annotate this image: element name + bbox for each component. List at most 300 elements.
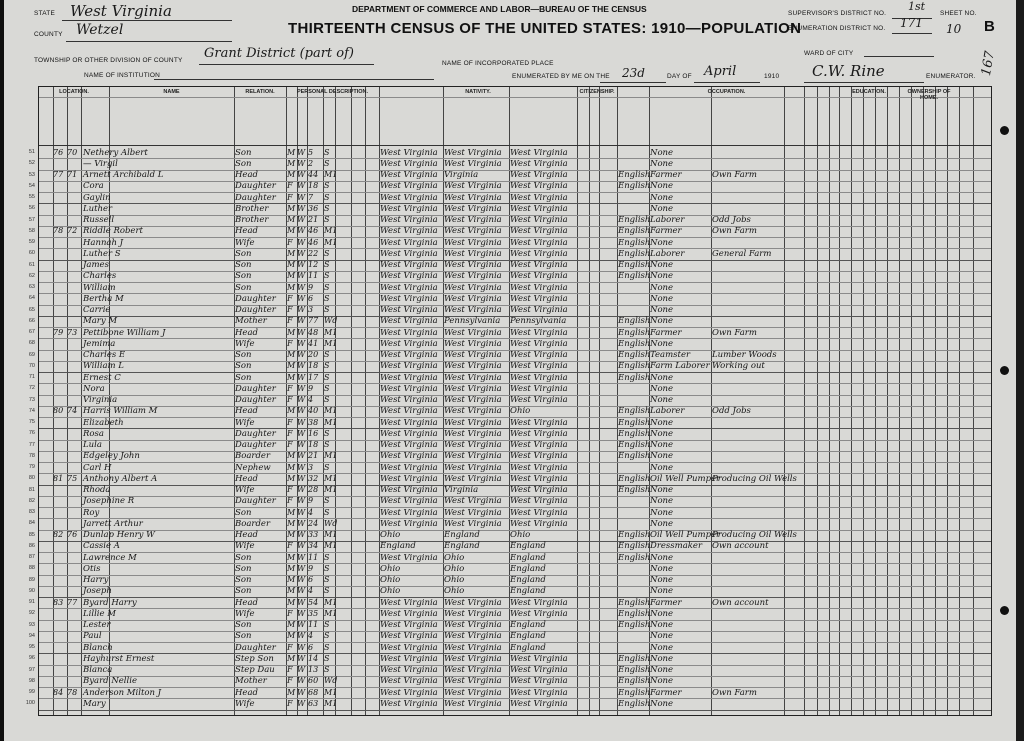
cell-rel: Step Dau bbox=[235, 665, 275, 675]
cell-rel: Son bbox=[235, 631, 252, 642]
cell-age: 18 bbox=[308, 181, 319, 191]
cell-birth: West Virginia bbox=[380, 631, 438, 642]
line-number: 97 bbox=[28, 666, 35, 673]
cell-race: W bbox=[297, 338, 306, 348]
cell-mar: S bbox=[324, 372, 330, 382]
cell-father: West Virginia bbox=[444, 653, 502, 664]
cell-race: W bbox=[297, 473, 306, 483]
cell-age: 68 bbox=[308, 687, 319, 697]
cell-father: Ohio bbox=[444, 552, 465, 563]
cell-birth: West Virginia bbox=[380, 215, 438, 225]
line-number: 53 bbox=[28, 171, 35, 178]
cell-father: West Virginia bbox=[444, 158, 502, 169]
line-number: 100 bbox=[25, 700, 35, 707]
census-grid bbox=[25, 86, 992, 716]
cell-mar: M1 bbox=[324, 530, 338, 539]
cell-birth: West Virginia bbox=[380, 395, 438, 405]
cell-sex: M bbox=[287, 586, 296, 596]
cell-rel: Daughter bbox=[235, 181, 276, 192]
cell-rel: Son bbox=[235, 282, 252, 293]
cell-rel: Wife bbox=[235, 698, 255, 709]
cell-rel: Wife bbox=[235, 608, 255, 619]
cell-sex: M bbox=[287, 597, 296, 607]
cell-age: 33 bbox=[308, 530, 319, 539]
cell-name: Gaylin bbox=[83, 192, 111, 203]
cell-age: 54 bbox=[308, 597, 319, 607]
cell-sex: M bbox=[287, 552, 296, 562]
cell-mother: West Virginia bbox=[510, 676, 568, 687]
cell-name: Virginia bbox=[83, 395, 118, 405]
cell-race: W bbox=[297, 372, 306, 382]
cell-name: Blanch bbox=[83, 642, 113, 653]
cell-fam: 76 bbox=[67, 530, 78, 539]
cell-mother: England bbox=[510, 620, 546, 630]
township-value: Grant District (part of) bbox=[204, 46, 354, 61]
cell-mar: S bbox=[324, 631, 330, 641]
cell-mar: S bbox=[324, 248, 330, 258]
cell-race: W bbox=[297, 271, 306, 281]
line-number: 66 bbox=[28, 317, 35, 324]
cell-mar: S bbox=[324, 440, 330, 449]
ward-label: WARD OF CITY bbox=[804, 50, 854, 57]
col-occupation-header: OCCUPATION. bbox=[707, 89, 746, 95]
cell-lang: English bbox=[618, 338, 651, 349]
cell-race: W bbox=[297, 608, 306, 618]
line-number: 86 bbox=[28, 542, 35, 549]
cell-trade: None bbox=[650, 518, 674, 529]
cell-race: W bbox=[297, 507, 306, 517]
cell-race: W bbox=[297, 158, 306, 168]
cell-name: Ernest C bbox=[83, 372, 121, 383]
cell-age: 60 bbox=[308, 676, 319, 686]
line-number: 80 bbox=[28, 475, 35, 482]
cell-rel: Son bbox=[235, 147, 252, 158]
cell-father: West Virginia bbox=[444, 215, 502, 225]
cell-race: W bbox=[297, 395, 306, 404]
cell-mar: S bbox=[324, 665, 330, 674]
cell-rel: Son bbox=[235, 563, 252, 574]
line-number: 78 bbox=[28, 452, 35, 459]
cell-age: 77 bbox=[308, 316, 319, 326]
line-number: 68 bbox=[28, 340, 35, 347]
cell-fam: 78 bbox=[67, 687, 78, 697]
cell-ind: Own Farm bbox=[712, 170, 757, 180]
cell-age: 4 bbox=[308, 586, 314, 596]
line-number: 81 bbox=[28, 486, 35, 493]
cell-mother: England bbox=[510, 575, 546, 585]
cell-rel: Daughter bbox=[235, 293, 276, 304]
cell-trade: None bbox=[650, 507, 674, 518]
enumeration-label: ENUMERATION DISTRICT NO. bbox=[788, 25, 886, 32]
line-number: 84 bbox=[28, 520, 35, 527]
line-number: 57 bbox=[28, 216, 35, 223]
cell-father: England bbox=[444, 530, 480, 540]
cell-race: W bbox=[297, 406, 306, 416]
cell-race: W bbox=[297, 552, 306, 562]
cell-race: W bbox=[297, 687, 306, 697]
line-number: 91 bbox=[28, 599, 35, 605]
cell-father: West Virginia bbox=[444, 383, 502, 394]
cell-sex: F bbox=[287, 338, 293, 348]
cell-mother: West Virginia bbox=[510, 485, 568, 495]
cell-race: W bbox=[297, 462, 306, 472]
cell-father: West Virginia bbox=[444, 293, 502, 304]
line-number: 71 bbox=[28, 374, 35, 380]
cell-name: Joseph bbox=[83, 586, 112, 597]
cell-trade: None bbox=[650, 338, 674, 349]
cell-sex: M bbox=[287, 575, 296, 584]
cell-father: West Virginia bbox=[444, 518, 502, 529]
cell-name: Byard Harry bbox=[83, 597, 137, 608]
cell-name: Arnett Archibald L bbox=[83, 170, 164, 180]
cell-birth: West Virginia bbox=[380, 608, 438, 619]
cell-mar: Wd bbox=[324, 676, 338, 686]
cell-sex: M bbox=[287, 507, 296, 517]
cell-lang: English bbox=[618, 530, 651, 540]
cell-race: W bbox=[297, 586, 306, 596]
cell-fam: 71 bbox=[67, 170, 78, 179]
cell-father: West Virginia bbox=[444, 473, 502, 484]
cell-race: W bbox=[297, 181, 306, 191]
cell-name: Lula bbox=[83, 440, 102, 450]
cell-rel: Son bbox=[235, 575, 252, 585]
line-number: 83 bbox=[28, 509, 35, 515]
cell-mar: M1 bbox=[324, 473, 338, 483]
cell-lang: English bbox=[618, 653, 651, 664]
cell-lang: English bbox=[618, 237, 651, 248]
cell-mar: Wd bbox=[324, 518, 338, 528]
scan-edge bbox=[1016, 0, 1024, 741]
cell-trade: None bbox=[650, 653, 674, 664]
cell-mar: S bbox=[324, 586, 330, 596]
cell-mother: England bbox=[510, 563, 546, 574]
cell-mar: S bbox=[324, 271, 330, 281]
cell-mother: West Virginia bbox=[510, 215, 568, 225]
cell-father: West Virginia bbox=[444, 282, 502, 293]
cell-ind: Own account bbox=[712, 541, 769, 552]
cell-birth: West Virginia bbox=[380, 620, 438, 630]
cell-mother: West Virginia bbox=[510, 417, 568, 428]
cell-age: 17 bbox=[308, 372, 319, 382]
cell-mother: West Virginia bbox=[510, 350, 568, 360]
cell-trade: Farmer bbox=[650, 597, 682, 608]
cell-lang: English bbox=[618, 350, 651, 360]
cell-ind: Odd Jobs bbox=[712, 215, 751, 225]
binder-hole bbox=[1000, 606, 1009, 615]
cell-name: Pettibone William J bbox=[83, 327, 166, 338]
cell-age: 20 bbox=[308, 350, 319, 359]
cell-birth: West Virginia bbox=[380, 338, 438, 349]
cell-lang: English bbox=[618, 698, 651, 709]
cell-trade: Oil Well Pumper bbox=[650, 530, 721, 540]
cell-trade: None bbox=[650, 147, 674, 158]
cell-rel: Son bbox=[235, 350, 252, 360]
col-ownership-header: OWNERSHIP OF HOME. bbox=[907, 89, 951, 101]
cell-mar: S bbox=[324, 350, 330, 359]
cell-lang: English bbox=[618, 316, 651, 327]
cell-race: W bbox=[297, 496, 306, 506]
cell-name: Mary bbox=[83, 698, 106, 709]
cell-lang: English bbox=[618, 485, 651, 495]
cell-sex: M bbox=[287, 147, 296, 157]
cell-rel: Son bbox=[235, 271, 252, 282]
cell-mar: S bbox=[324, 305, 330, 314]
cell-trade: None bbox=[650, 586, 674, 597]
cell-lang: English bbox=[618, 271, 651, 282]
header-divider bbox=[39, 145, 991, 146]
cell-ind: General Farm bbox=[712, 248, 772, 259]
cell-mother: West Virginia bbox=[510, 271, 568, 282]
cell-age: 21 bbox=[308, 451, 319, 461]
cell-race: W bbox=[297, 665, 306, 674]
line-number: 51 bbox=[28, 149, 35, 155]
cell-birth: West Virginia bbox=[380, 203, 438, 214]
cell-trade: Farm Laborer bbox=[650, 361, 710, 372]
line-number: 94 bbox=[28, 632, 35, 639]
line-number: 74 bbox=[28, 407, 35, 414]
cell-father: West Virginia bbox=[444, 620, 502, 630]
cell-father: West Virginia bbox=[444, 462, 502, 473]
cell-name: Blanca bbox=[83, 665, 113, 675]
cell-father: West Virginia bbox=[444, 417, 502, 428]
cell-race: W bbox=[297, 653, 306, 663]
cell-lang: English bbox=[618, 181, 651, 192]
cell-mother: West Virginia bbox=[510, 451, 568, 462]
cell-age: 12 bbox=[308, 260, 319, 269]
cell-father: West Virginia bbox=[444, 440, 502, 450]
cell-sex: F bbox=[287, 181, 293, 191]
sheet-letter: B bbox=[984, 18, 995, 35]
line-number: 65 bbox=[28, 306, 35, 313]
cell-mar: S bbox=[324, 563, 330, 573]
enumerated-year: 1910 bbox=[764, 73, 780, 80]
cell-rel: Wife bbox=[235, 417, 255, 428]
cell-dw: 82 bbox=[53, 530, 64, 539]
cell-name: William L bbox=[83, 361, 124, 372]
state-label: STATE bbox=[34, 10, 55, 17]
cell-sex: M bbox=[287, 653, 296, 663]
cell-race: W bbox=[297, 361, 306, 371]
cell-trade: None bbox=[650, 372, 674, 383]
cell-race: W bbox=[297, 428, 306, 438]
cell-rel: Wife bbox=[235, 541, 255, 552]
cell-sex: M bbox=[287, 361, 296, 371]
cell-father: West Virginia bbox=[444, 260, 502, 270]
cell-birth: West Virginia bbox=[380, 350, 438, 360]
cell-birth: West Virginia bbox=[380, 473, 438, 484]
cell-age: 2 bbox=[308, 158, 314, 168]
cell-birth: West Virginia bbox=[380, 170, 438, 180]
cell-rel: Head bbox=[235, 170, 258, 180]
cell-birth: West Virginia bbox=[380, 226, 438, 237]
cell-name: Dunlap Henry W bbox=[83, 530, 155, 540]
cell-father: Pennsylvania bbox=[444, 316, 501, 327]
cell-trade: None bbox=[650, 462, 674, 473]
col-location-header: LOCATION. bbox=[59, 89, 89, 95]
cell-trade: None bbox=[650, 237, 674, 248]
cell-mother: West Virginia bbox=[510, 383, 568, 394]
cell-lang: English bbox=[618, 428, 651, 439]
cell-fam: 72 bbox=[67, 226, 78, 236]
cell-age: 46 bbox=[308, 226, 319, 236]
cell-sex: M bbox=[287, 350, 296, 359]
cell-age: 4 bbox=[308, 631, 314, 641]
cell-rel: Head bbox=[235, 597, 258, 608]
cell-age: 11 bbox=[308, 620, 319, 629]
line-number: 62 bbox=[28, 272, 35, 279]
cell-lang: English bbox=[618, 327, 651, 338]
cell-mar: M1 bbox=[324, 338, 338, 348]
cell-name: Otis bbox=[83, 563, 101, 574]
line-number: 63 bbox=[28, 284, 35, 290]
cell-name: Roy bbox=[83, 507, 100, 518]
cell-trade: None bbox=[650, 563, 674, 574]
cell-birth: West Virginia bbox=[380, 237, 438, 248]
cell-age: 38 bbox=[308, 417, 319, 427]
cell-ind: Producing Oil Wells bbox=[712, 530, 797, 540]
cell-ind: Working out bbox=[712, 361, 765, 372]
sheet-value: 10 bbox=[946, 22, 962, 36]
cell-trade: None bbox=[650, 620, 674, 630]
cell-sex: M bbox=[287, 473, 296, 483]
cell-sex: M bbox=[287, 451, 296, 461]
enumerator-label: ENUMERATOR. bbox=[926, 73, 976, 80]
line-number: 72 bbox=[28, 385, 35, 392]
cell-lang: English bbox=[618, 260, 651, 270]
cell-sex: F bbox=[287, 237, 293, 247]
cell-dw: 84 bbox=[53, 687, 64, 697]
cell-race: W bbox=[297, 215, 306, 224]
cell-father: West Virginia bbox=[444, 395, 502, 405]
cell-age: 6 bbox=[308, 642, 314, 652]
census-sheet bbox=[4, 0, 1016, 741]
cell-rel: Son bbox=[235, 158, 252, 169]
cell-birth: England bbox=[380, 541, 416, 552]
cell-rel: Brother bbox=[235, 215, 269, 225]
cell-age: 6 bbox=[308, 575, 314, 584]
cell-age: 44 bbox=[308, 170, 319, 179]
cell-dw: 76 bbox=[53, 147, 64, 157]
cell-lang: English bbox=[618, 226, 651, 237]
cell-race: W bbox=[297, 383, 306, 393]
cell-mother: West Virginia bbox=[510, 395, 568, 405]
cell-trade: None bbox=[650, 158, 674, 169]
line-number: 67 bbox=[28, 329, 35, 335]
cell-mar: S bbox=[324, 282, 330, 292]
cell-rel: Daughter bbox=[235, 642, 276, 653]
cell-race: W bbox=[297, 417, 306, 427]
cell-trade: None bbox=[650, 293, 674, 304]
cell-mar: M1 bbox=[324, 698, 338, 708]
cell-fam: 77 bbox=[67, 597, 78, 607]
cell-trade: Laborer bbox=[650, 406, 685, 417]
cell-age: 48 bbox=[308, 327, 319, 337]
cell-age: 9 bbox=[308, 563, 314, 573]
cell-rel: Daughter bbox=[235, 192, 276, 203]
cell-rel: Head bbox=[235, 226, 258, 237]
cell-mother: West Virginia bbox=[510, 147, 568, 158]
cell-race: W bbox=[297, 698, 306, 708]
enumerated-day: 23d bbox=[622, 66, 645, 80]
cell-mother: West Virginia bbox=[510, 518, 568, 529]
cell-race: W bbox=[297, 597, 306, 607]
cell-age: 3 bbox=[308, 305, 314, 314]
cell-name: James bbox=[83, 260, 109, 270]
cell-name: Luther S bbox=[83, 248, 121, 259]
cell-trade: None bbox=[650, 575, 674, 585]
cell-birth: West Virginia bbox=[380, 147, 438, 158]
cell-rel: Daughter bbox=[235, 440, 276, 450]
cell-birth: West Virginia bbox=[380, 372, 438, 383]
cell-race: W bbox=[297, 260, 306, 269]
cell-mother: West Virginia bbox=[510, 428, 568, 439]
cell-age: 28 bbox=[308, 485, 319, 494]
cell-race: W bbox=[297, 192, 306, 202]
cell-mother: England bbox=[510, 541, 546, 552]
cell-mother: Pennsylvania bbox=[510, 316, 567, 327]
cell-name: Bertha M bbox=[83, 293, 124, 304]
cell-mar: S bbox=[324, 215, 330, 224]
cell-sex: M bbox=[287, 687, 296, 697]
cell-father: West Virginia bbox=[444, 237, 502, 248]
cell-sex: M bbox=[287, 518, 296, 528]
cell-father: West Virginia bbox=[444, 642, 502, 653]
cell-name: Cora bbox=[83, 181, 104, 192]
cell-name: Hannah J bbox=[83, 237, 124, 248]
cell-father: West Virginia bbox=[444, 350, 502, 360]
cell-name: Charles E bbox=[83, 350, 126, 360]
line-number: 59 bbox=[28, 239, 35, 245]
cell-mother: England bbox=[510, 631, 546, 642]
cell-age: 22 bbox=[308, 248, 319, 258]
cell-trade: None bbox=[650, 260, 674, 270]
cell-mar: M1 bbox=[324, 237, 338, 247]
line-number: 54 bbox=[28, 182, 35, 189]
cell-birth: West Virginia bbox=[380, 327, 438, 338]
cell-sex: F bbox=[287, 608, 293, 618]
cell-trade: None bbox=[650, 305, 674, 315]
binder-hole bbox=[1000, 366, 1009, 375]
line-number: 88 bbox=[28, 565, 35, 572]
cell-fam: 74 bbox=[67, 406, 78, 416]
cell-father: West Virginia bbox=[444, 192, 502, 203]
cell-mother: West Virginia bbox=[510, 473, 568, 484]
cell-mar: M1 bbox=[324, 327, 338, 337]
cell-birth: West Virginia bbox=[380, 192, 438, 203]
line-number: 70 bbox=[28, 362, 35, 369]
cell-mar: M1 bbox=[324, 170, 338, 179]
cell-sex: M bbox=[287, 327, 296, 337]
cell-lang: English bbox=[618, 248, 651, 259]
cell-name: Russell bbox=[83, 215, 115, 225]
cell-name: Jemima bbox=[83, 338, 116, 349]
col-personal-header: PERSONAL DESCRIPTION. bbox=[296, 89, 369, 95]
cell-father: West Virginia bbox=[444, 248, 502, 259]
cell-sex: F bbox=[287, 417, 293, 427]
cell-age: 4 bbox=[308, 507, 314, 517]
cell-mother: West Virginia bbox=[510, 226, 568, 237]
cell-trade: None bbox=[650, 395, 674, 405]
cell-lang: English bbox=[618, 552, 651, 563]
cell-name: Cassie A bbox=[83, 541, 120, 552]
cell-trade: None bbox=[650, 665, 674, 675]
cell-rel: Nephew bbox=[235, 462, 271, 473]
line-number: 89 bbox=[28, 576, 35, 583]
enumerator-signature: C.W. Rine bbox=[812, 62, 885, 80]
cell-rel: Son bbox=[235, 260, 252, 270]
cell-mar: S bbox=[324, 383, 330, 393]
cell-mother: West Virginia bbox=[510, 608, 568, 619]
